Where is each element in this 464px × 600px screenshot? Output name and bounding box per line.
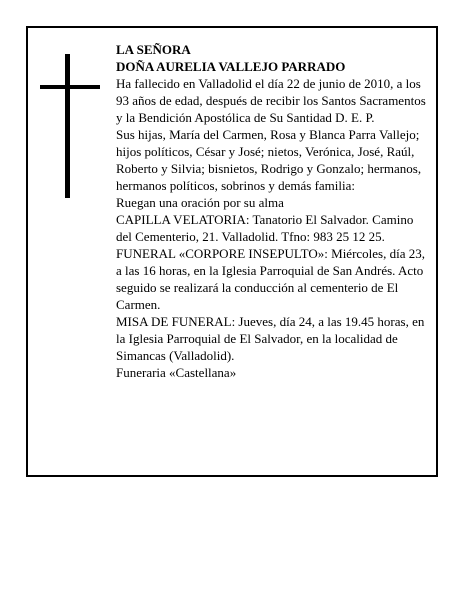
obituary-notice [26, 26, 438, 477]
cross-vertical-bar [65, 54, 70, 198]
prayer-request: Ruegan una oración por su alma [116, 195, 284, 210]
mass-paragraph: MISA DE FUNERAL: Jueves, día 24, a las 19.45 horas, en la Iglesia Parroquial de El Salvador, en la localidad de Simancas (Valladolid). [116, 314, 425, 363]
family-paragraph: Sus hijas, María del Carmen, Rosa y Blanca Parra Vallejo; hijos políticos, César y José; nietos, Verónica, José, Raúl, Roberto y Silvia; bisnietos, Rodrigo y Gonzalo; hermanos, hermanos políticos, sobrinos y demás familia: [116, 127, 422, 193]
cross-horizontal-bar [40, 85, 100, 89]
notice-text-block [116, 41, 428, 381]
funeral-home: Funeraria «Castellana» [116, 365, 237, 380]
cross-icon [40, 54, 100, 198]
chapel-paragraph: CAPILLA VELATORIA: Tanatorio El Salvador. Camino del Cementerio, 21. Valladolid. Tfno: 983 25 12 25. [116, 212, 414, 244]
notice-title: LA SEÑORA [116, 42, 191, 57]
funeral-paragraph: FUNERAL «CORPORE INSEPULTO»: Miércoles, día 23, a las 16 horas, en la Iglesia Parroquial de San Andrés. Acto seguido se realizará la conducción al cementerio de El Carmen. [116, 246, 425, 312]
death-paragraph: Ha fallecido en Valladolid el día 22 de junio de 2010, a los 93 años de edad, después de recibir los Santos Sacramentos y la Bendición Apostólica de Su Santidad D. E. P. [116, 76, 426, 125]
deceased-name: DOÑA AURELIA VALLEJO PARRADO [116, 59, 346, 74]
